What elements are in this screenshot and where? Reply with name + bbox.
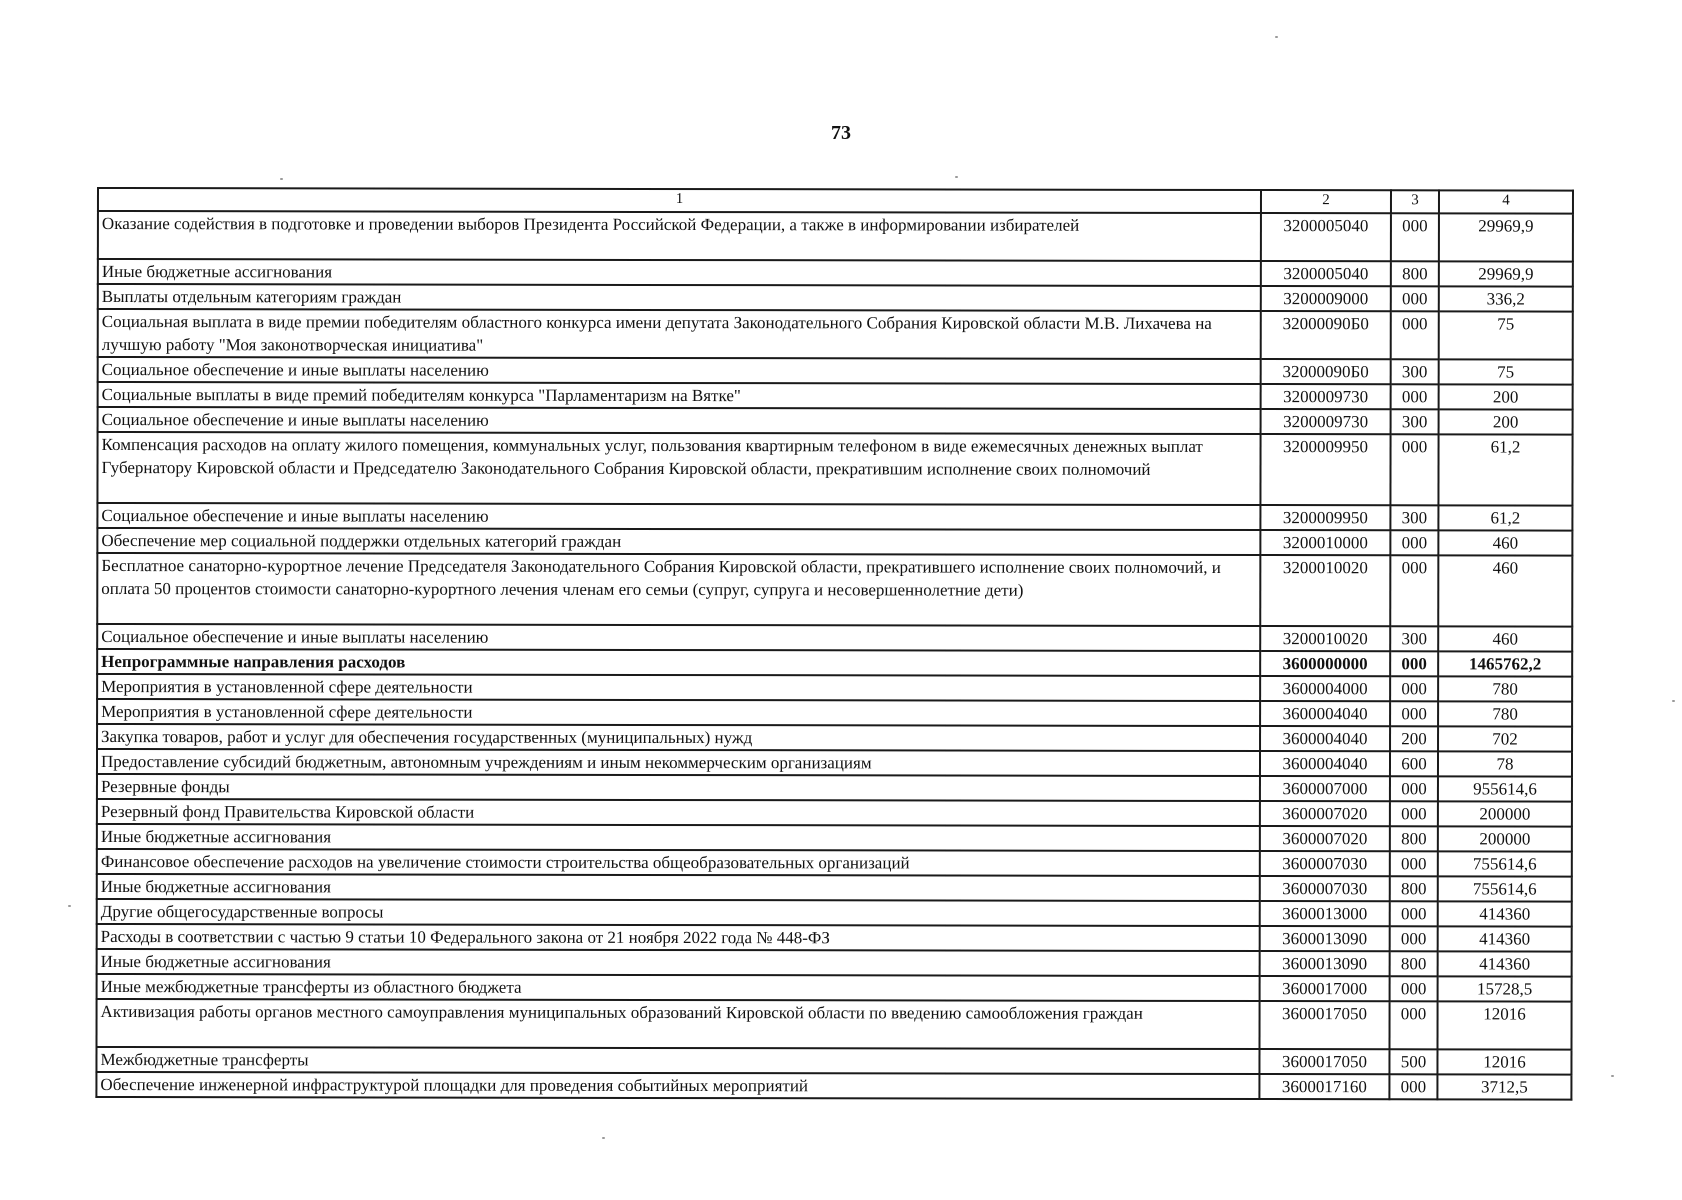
row-code-cell: 3600007020 (1260, 826, 1390, 851)
row-name-cell: Мероприятия в установленной сфере деятельности (97, 674, 1260, 701)
row-code-cell: 3200009000 (1261, 286, 1391, 311)
row-sum-cell: 780 (1438, 701, 1572, 726)
row-sum-cell: 61,2 (1438, 434, 1572, 505)
table-header-row (98, 188, 1573, 214)
table-row (96, 1072, 1571, 1100)
table-row (97, 553, 1572, 627)
row-type-cell: 000 (1390, 851, 1438, 876)
column-header-1: 1 (98, 188, 1261, 213)
row-sum-cell: 200 (1439, 384, 1573, 409)
row-name-cell: Другие общегосударственные вопросы (97, 899, 1260, 926)
row-name-cell: Закупка товаров, работ и услуг для обеспечения государственных (муниципальных) нужд (97, 724, 1260, 751)
row-type-cell: 000 (1390, 530, 1438, 555)
table-row (98, 407, 1573, 435)
row-sum-cell: 780 (1438, 676, 1572, 701)
table-row (97, 874, 1572, 902)
row-code-cell: 3600007030 (1260, 876, 1390, 901)
row-type-cell: 600 (1390, 751, 1438, 776)
row-name-cell: Обеспечение мер социальной поддержки отдельных категорий граждан (97, 528, 1260, 555)
row-name-cell: Предоставление субсидий бюджетным, автономным учреждениям и иным некоммерческим организациям (97, 749, 1260, 776)
row-code-cell: 3600017050 (1259, 1049, 1389, 1074)
row-name-cell: Мероприятия в установленной сфере деятельности (97, 699, 1260, 726)
table-row (97, 674, 1572, 702)
row-type-cell: 000 (1390, 926, 1438, 951)
row-sum-cell: 200 (1439, 409, 1573, 434)
row-code-cell: 3600017160 (1259, 1074, 1389, 1099)
table-body (96, 211, 1573, 1100)
row-sum-cell: 755614,6 (1438, 851, 1572, 876)
row-code-cell: 3200005040 (1261, 213, 1391, 261)
row-code-cell: 3600004040 (1260, 751, 1390, 776)
row-sum-cell: 460 (1438, 530, 1572, 555)
row-sum-cell: 3712,5 (1437, 1074, 1571, 1099)
row-sum-cell: 29969,9 (1439, 213, 1573, 261)
row-sum-cell: 200000 (1438, 801, 1572, 826)
row-name-cell: Финансовое обеспечение расходов на увеличение стоимости строительства общеобразовательных организаций (97, 849, 1260, 876)
row-name-cell: Иные бюджетные ассигнования (98, 259, 1261, 286)
column-header-2: 2 (1261, 190, 1391, 213)
row-type-cell: 000 (1390, 901, 1438, 926)
row-code-cell: 3600004000 (1260, 676, 1390, 701)
row-name-cell: Межбюджетные трансферты (96, 1047, 1259, 1074)
row-code-cell: 32000090Б0 (1261, 311, 1391, 359)
column-header-3: 3 (1391, 190, 1439, 213)
row-sum-cell: 414360 (1438, 951, 1572, 976)
row-code-cell: 3200009730 (1261, 384, 1391, 409)
row-sum-cell: 336,2 (1439, 286, 1573, 311)
row-code-cell: 3600007030 (1260, 851, 1390, 876)
row-code-cell: 3600017050 (1259, 1001, 1389, 1049)
scan-speck (1672, 700, 1675, 702)
table-row (97, 799, 1572, 827)
table-row (97, 899, 1572, 927)
table-row (98, 211, 1573, 262)
table-row (97, 974, 1572, 1002)
row-code-cell: 3600007020 (1260, 801, 1390, 826)
row-name-cell: Бесплатное санаторно-курортное лечение Председателя Законодательного Собрания Кировской области, прекратившего исполнение своих полномочий, и оплата 50 процентов стоимости санаторно-курортного лечения членам его семьи (супруг, супруга и несовершеннолетние дети) (97, 553, 1260, 626)
row-type-cell: 000 (1390, 651, 1438, 676)
table-row (97, 649, 1572, 677)
table-row (97, 432, 1572, 506)
row-name-cell: Резервный фонд Правительства Кировской области (97, 799, 1260, 826)
row-name-cell: Социальное обеспечение и иные выплаты населению (97, 624, 1260, 651)
row-type-cell: 000 (1390, 676, 1438, 701)
row-code-cell: 3600007000 (1260, 776, 1390, 801)
budget-table (95, 187, 1574, 1101)
row-sum-cell: 414360 (1438, 926, 1572, 951)
row-name-cell: Расходы в соответствии с частью 9 статьи 10 Федерального закона от 21 ноября 2022 года № 448-ФЗ (97, 924, 1260, 951)
scan-speck (68, 905, 71, 907)
row-type-cell: 500 (1389, 1049, 1437, 1074)
row-name-cell: Иные бюджетные ассигнования (97, 824, 1260, 851)
row-type-cell: 800 (1390, 826, 1438, 851)
row-code-cell: 3600004040 (1260, 701, 1390, 726)
row-name-cell: Компенсация расходов на оплату жилого помещения, коммунальных услуг, пользования квартирным телефоном в виде ежемесячных денежных выплат Губернатору Кировской области и Председателю Законодательного Собрания Кировской области, прекратившим исполнение своих полномочий (97, 432, 1260, 505)
row-sum-cell: 78 (1438, 751, 1572, 776)
row-type-cell: 000 (1391, 213, 1439, 261)
table-row (97, 699, 1572, 727)
row-name-cell: Социальное обеспечение и иные выплаты населению (97, 503, 1260, 530)
row-code-cell: 3600013090 (1260, 951, 1390, 976)
row-sum-cell: 460 (1438, 555, 1572, 626)
page-number: 73 (831, 122, 851, 144)
table-row (97, 824, 1572, 852)
row-type-cell: 000 (1390, 434, 1438, 505)
table-row (98, 382, 1573, 410)
row-type-cell: 000 (1390, 701, 1438, 726)
table-row (97, 724, 1572, 752)
row-type-cell: 300 (1390, 505, 1438, 530)
table-row (97, 774, 1572, 802)
table-row (97, 503, 1572, 531)
column-header-4: 4 (1439, 190, 1573, 213)
row-sum-cell: 460 (1438, 626, 1572, 651)
table-row (97, 924, 1572, 952)
row-type-cell: 000 (1391, 384, 1439, 409)
scan-speck (1611, 1075, 1614, 1077)
row-type-cell: 000 (1389, 1001, 1437, 1049)
table-row (96, 999, 1571, 1050)
row-name-cell: Социальная выплата в виде премии победителям областного конкурса имени депутата Законодательного Собрания Кировской области М.В. Лихачева на лучшую работу "Моя законотворческая инициатива" (98, 309, 1261, 359)
row-name-cell: Иные бюджетные ассигнования (97, 949, 1260, 976)
table-row (98, 284, 1573, 312)
row-name-cell: Оказание содействия в подготовке и проведении выборов Президента Российской Федерации, а также в информировании избирателей (98, 211, 1261, 261)
row-name-cell: Активизация работы органов местного самоуправления муниципальных образований Кировской области по введению самообложения граждан (96, 999, 1259, 1049)
table-row (98, 309, 1573, 360)
row-type-cell: 000 (1391, 286, 1439, 311)
row-type-cell: 000 (1389, 1074, 1437, 1099)
table-row (96, 1047, 1571, 1075)
row-sum-cell: 29969,9 (1439, 261, 1573, 286)
row-sum-cell: 1465762,2 (1438, 651, 1572, 676)
row-type-cell: 200 (1390, 726, 1438, 751)
row-name-cell: Резервные фонды (97, 774, 1260, 801)
row-code-cell: 3600013000 (1260, 901, 1390, 926)
row-name-cell: Социальное обеспечение и иные выплаты населению (98, 407, 1261, 434)
row-name-cell: Иные бюджетные ассигнования (97, 874, 1260, 901)
row-type-cell: 800 (1391, 261, 1439, 286)
row-name-cell: Социальные выплаты в виде премий победителям конкурса "Парламентаризм на Вятке" (98, 382, 1261, 409)
row-code-cell: 32000090Б0 (1261, 359, 1391, 384)
row-code-cell: 3600004040 (1260, 726, 1390, 751)
table-row (97, 528, 1572, 556)
row-type-cell: 000 (1390, 555, 1438, 626)
row-sum-cell: 15728,5 (1438, 976, 1572, 1001)
row-type-cell: 000 (1390, 976, 1438, 1001)
row-type-cell: 800 (1390, 876, 1438, 901)
row-code-cell: 3200010020 (1260, 555, 1390, 626)
row-name-cell: Иные межбюджетные трансферты из областного бюджета (97, 974, 1260, 1001)
row-code-cell: 3200010020 (1260, 626, 1390, 651)
row-type-cell: 300 (1391, 359, 1439, 384)
table-row (97, 624, 1572, 652)
row-name-cell: Социальное обеспечение и иные выплаты населению (98, 357, 1261, 384)
row-name-cell: Непрограммные направления расходов (97, 649, 1260, 676)
row-name-cell: Выплаты отдельным категориям граждан (98, 284, 1261, 311)
row-code-cell: 3200009950 (1260, 434, 1390, 505)
row-code-cell: 3600017000 (1260, 976, 1390, 1001)
row-sum-cell: 702 (1438, 726, 1572, 751)
table-row (98, 357, 1573, 385)
scan-speck (280, 178, 283, 180)
scan-speck (602, 1137, 605, 1139)
row-type-cell: 000 (1391, 311, 1439, 359)
row-sum-cell: 200000 (1438, 826, 1572, 851)
row-name-cell: Обеспечение инженерной инфраструктурой площадки для проведения событийных мероприятий (96, 1072, 1259, 1099)
row-sum-cell: 12016 (1437, 1001, 1571, 1049)
row-type-cell: 000 (1390, 801, 1438, 826)
row-sum-cell: 75 (1439, 359, 1573, 384)
row-sum-cell: 12016 (1437, 1049, 1571, 1074)
row-type-cell: 000 (1390, 776, 1438, 801)
row-sum-cell: 75 (1439, 311, 1573, 359)
row-sum-cell: 755614,6 (1438, 876, 1572, 901)
row-code-cell: 3200005040 (1261, 261, 1391, 286)
row-sum-cell: 955614,6 (1438, 776, 1572, 801)
row-code-cell: 3600000000 (1260, 651, 1390, 676)
row-code-cell: 3200009730 (1261, 409, 1391, 434)
row-sum-cell: 414360 (1438, 901, 1572, 926)
row-code-cell: 3200010000 (1260, 530, 1390, 555)
row-code-cell: 3600013090 (1260, 926, 1390, 951)
table-row (98, 259, 1573, 287)
row-type-cell: 300 (1391, 409, 1439, 434)
scan-speck (1275, 36, 1278, 38)
row-sum-cell: 61,2 (1438, 505, 1572, 530)
table-row (97, 849, 1572, 877)
table-row (97, 749, 1572, 777)
row-type-cell: 800 (1390, 951, 1438, 976)
row-type-cell: 300 (1390, 626, 1438, 651)
table-row (97, 949, 1572, 977)
scan-speck (955, 176, 958, 178)
row-code-cell: 3200009950 (1260, 505, 1390, 530)
